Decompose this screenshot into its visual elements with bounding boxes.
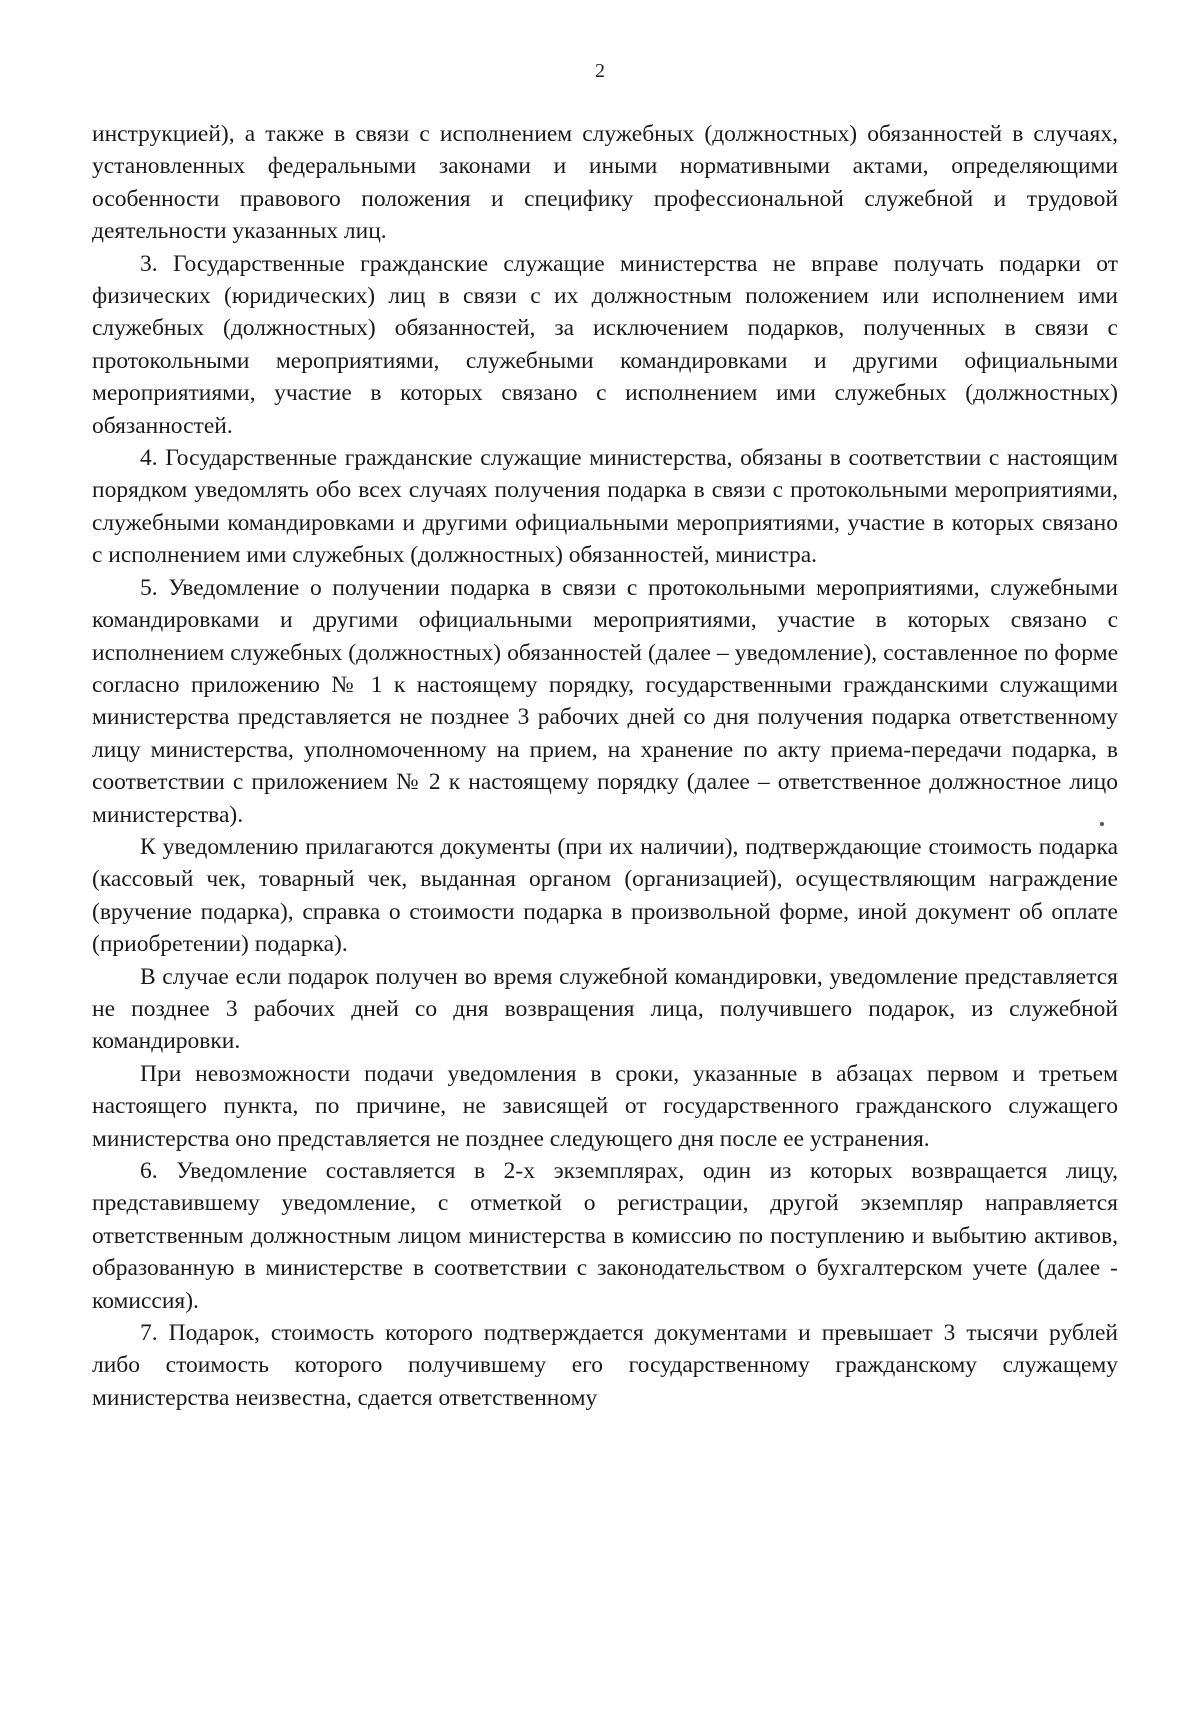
paragraph-continuation: инструкцией), а также в связи с исполнением служебных (должностных) обязанностей в случаях, установленных федеральными законами и иными нормативными актами, определяющими особенности правового положения и специфику профессиональной служебной и трудовой деятельности указанных лиц. [92, 121, 1118, 245]
paragraph-impossibility: При невозможности подачи уведомления в сроки, указанные в абзацах первом и третьем настоящего пункта, по причине, не зависящей от государственного гражданского служащего министерства оно представляется не позднее следующего дня после ее устранения. [92, 1060, 1118, 1152]
paragraph-item-4: 4. Государственные гражданские служащие министерства, обязаны в соответствии с настоящим порядком уведомлять обо всех случаях получения подарка в связи с протокольными мероприятиями, служебными командировками и другими официальными мероприятиями, участие в которых связано с исполнением ими служебных (должностных) обязанностей, министра. [92, 445, 1118, 569]
paragraph-item-7: 7. Подарок, стоимость которого подтверждается документами и превышает 3 тысячи рублей либо стоимость которого получившему его государственному гражданскому служащему министерства неизвестна, сдается ответственному [92, 1320, 1118, 1411]
paragraph-item-6: 6. Уведомление составляется в 2-х экземплярах, один из которых возвращается лицу, представившему уведомление, с отметкой о регистрации, другой экземпляр направляется ответственным должностным лицом министерства в комиссию по поступлению и выбытию активов, образованную в министерстве в соответствии с законодательством о бухгалтерском учете (далее - комиссия). [92, 1158, 1118, 1314]
paragraph-attachments: К уведомлению прилагаются документы (при их наличии), подтверждающие стоимость подарка (кассовый чек, товарный чек, выданная органом (организацией), осуществляющим награждение (вручение подарка), справка о стоимости подарка в произвольной форме, иной документ об оплате (приобретении) подарка). [92, 833, 1118, 958]
page-number: 2 [595, 60, 605, 82]
scan-speck [1100, 822, 1104, 826]
paragraph-business-trip: В случае если подарок получен во время служебной командировки, уведомление представляется не позднее 3 рабочих дней со дня возвращения лица, получившего подарок, из служебной командировки. [92, 963, 1118, 1055]
paragraph-item-3: 3. Государственные гражданские служащие министерства не вправе получать подарки от физических (юридических) лиц в связи с их должностным положением или исполнением ими служебных (должностных) обязанностей, за исключением подарков, полученных в связи с протокольными мероприятиями, служебными командировками и другими официальными мероприятиями, участие в которых связано с исполнением ими служебных (должностных) обязанностей. [92, 250, 1118, 439]
paragraph-item-5: 5. Уведомление о получении подарка в связи с протокольными мероприятиями, служебными командировками и другими официальными мероприятиями, участие в которых связано с исполнением служебных (должностных) обязанностей (далее – уведомление), составленное по форме согласно приложению № 1 к настоящему порядку, государственными гражданскими служащими министерства представляется не позднее 3 рабочих дней со дня получения подарка ответственному лицу министерства, уполномоченному на прием, на хранение по акту приема-передачи подарка, в соответствии с приложением № 2 к настоящему порядку (далее – ответственное должностное лицо министерства). [92, 574, 1118, 828]
document-body [92, 118, 1118, 1414]
